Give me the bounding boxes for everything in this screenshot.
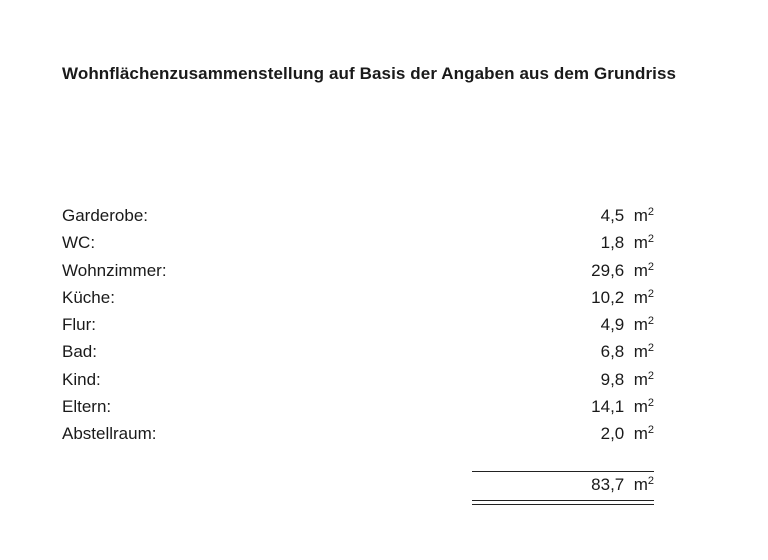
room-area: 1,8 $m^2$	[600, 233, 654, 253]
room-row	[62, 288, 654, 315]
total-double-rule-top	[472, 500, 654, 501]
total-area: 83,7 $m^2$	[591, 475, 654, 494]
room-label: Bad:	[62, 342, 97, 362]
room-label: Küche:	[62, 287, 115, 307]
room-area: 29,6 $m^2$	[591, 260, 654, 280]
document-title: Wohnflächenzusammenstellung auf Basis der Angaben aus dem Grundriss	[62, 64, 677, 83]
sum-rule	[472, 471, 654, 472]
room-area: 4,9 $m^2$	[600, 315, 654, 335]
room-row	[62, 397, 654, 424]
room-area: 9,8 $m^2$	[600, 369, 654, 389]
room-label: Abstellraum:	[62, 424, 157, 444]
room-label: Garderobe:	[62, 206, 148, 225]
room-label: Eltern:	[62, 397, 112, 417]
room-row	[62, 342, 654, 369]
room-row	[62, 370, 654, 397]
room-area: 6,8 $m^2$	[600, 342, 654, 362]
room-label: Kind:	[62, 369, 101, 389]
room-area: 10,2 $m^2$	[591, 287, 654, 307]
room-label: Flur:	[62, 315, 96, 335]
room-area-list	[62, 206, 654, 452]
total-double-rule-bottom	[472, 504, 654, 505]
room-row	[62, 233, 654, 260]
room-area: 4,5 $m^2$	[600, 206, 654, 225]
room-label: WC:	[62, 233, 96, 253]
room-row	[62, 315, 654, 342]
room-label: Wohnzimmer:	[62, 260, 167, 280]
room-row	[62, 424, 654, 451]
room-row	[62, 261, 654, 288]
room-area: 14,1 $m^2$	[591, 397, 654, 417]
room-area: 2,0 $m^2$	[600, 424, 654, 444]
room-row	[62, 206, 654, 233]
